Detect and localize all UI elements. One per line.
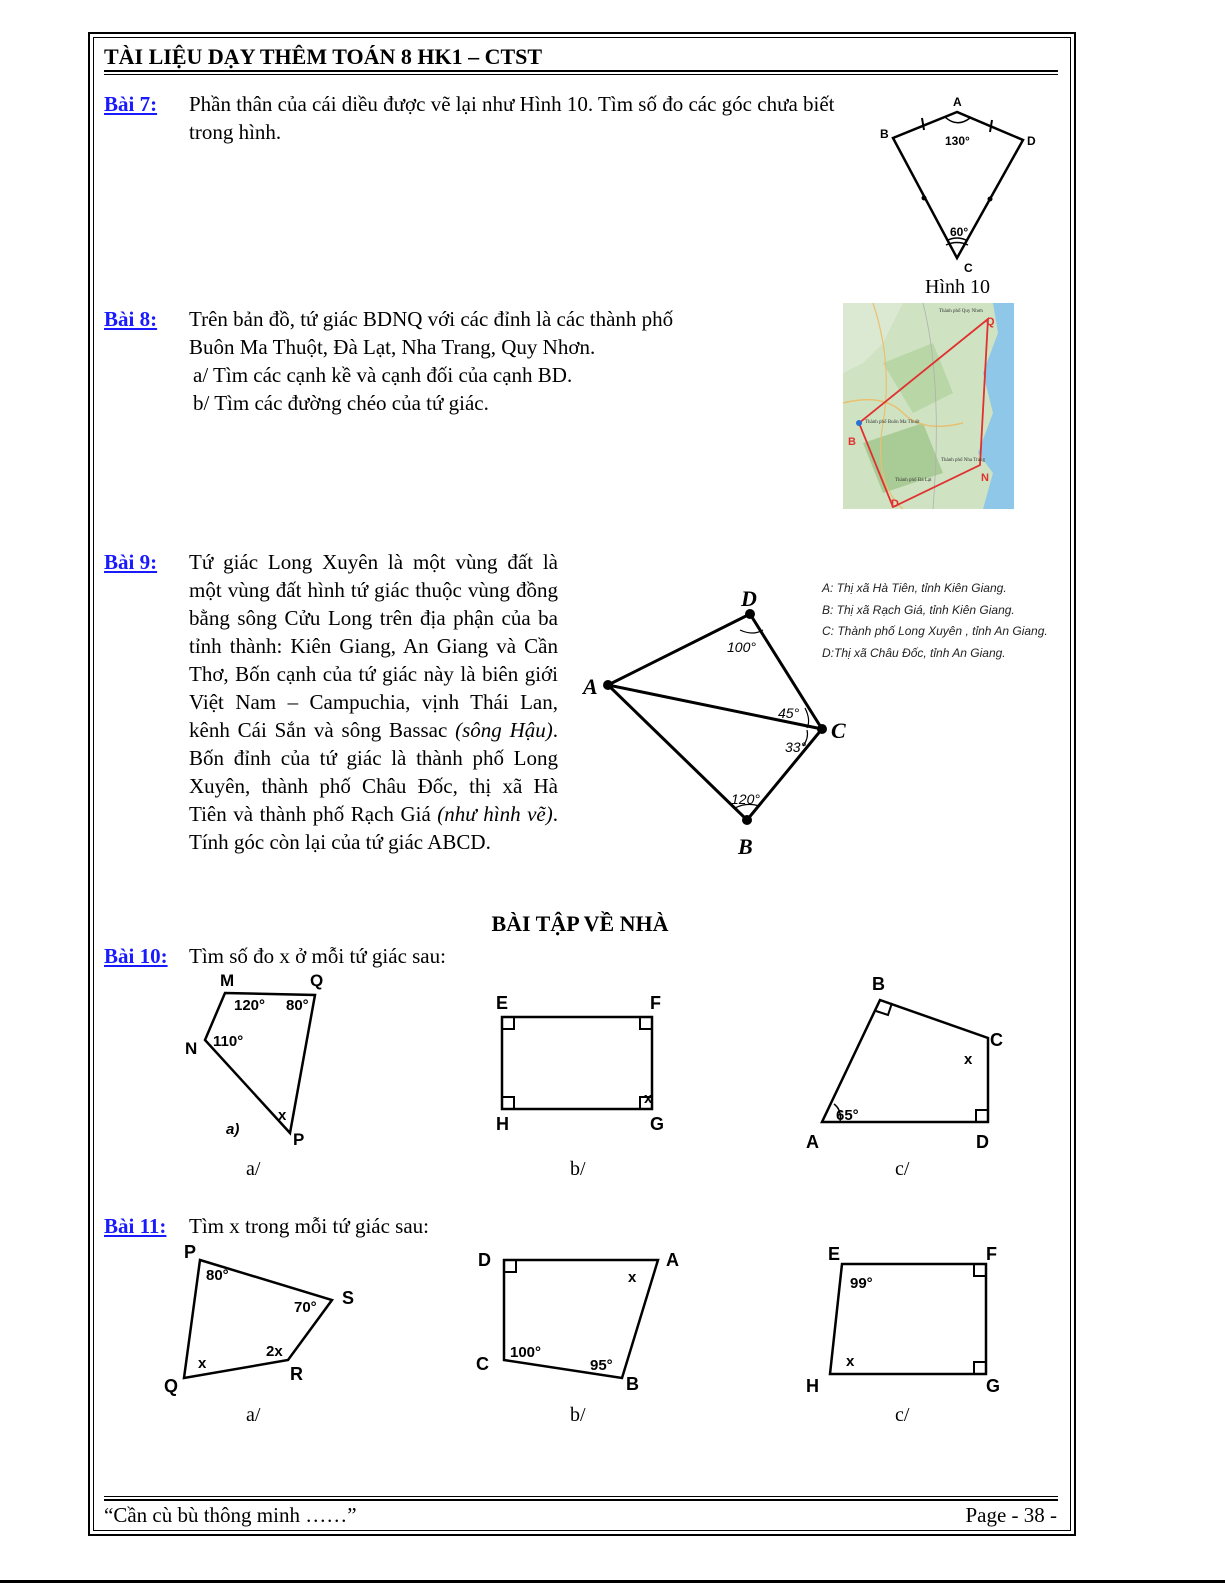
kite-figure — [860, 90, 1050, 280]
bai10-fig-c — [800, 970, 1015, 1150]
bai9-vertex-d: D — [741, 586, 757, 611]
legend-item-c: C: Thành phố Long Xuyên , tỉnh An Giang. — [822, 624, 1048, 638]
kite-vertex-a: A — [953, 95, 962, 109]
bai11c-g: G — [986, 1376, 1001, 1396]
bai9-angle-c1: 45° — [778, 705, 800, 721]
legend-item-b: B: Thị xã Rạch Giá, tỉnh Kiên Giang. — [822, 602, 1015, 617]
bai10a-tag: a) — [226, 1121, 240, 1138]
bai9-text: Tứ giác Long Xuyên là một vùng đất là một vùng đất hình tứ giác thuộc vùng đồng bằng sông Cửu Long trên địa phận của ba tỉnh thành: Kiên Giang, An Giang và Cần Thơ, Bốn cạnh của tứ giác này là biên giới Việt Nam – Campuchia, vịnh Thái Lan, kênh Cái Sắn và sông Bassac (sông Hậu). Bốn đỉnh của tứ giác là thành phố Long Xuyên, thành phố Châu Đốc, thị xã Hà Tiên và thành phố Rạch Giá (như hình vẽ). Tính góc còn lại của tứ giác ABCD. — [189, 550, 559, 854]
legend-item-d: D:Thị xã Châu Đốc, tỉnh An Giang. — [822, 645, 1006, 660]
bai11b-d: D — [478, 1250, 491, 1270]
bai10-caption-c: c/ — [895, 1158, 910, 1180]
bai11a-angle-s: 70° — [294, 1299, 317, 1316]
bai11b-b: B — [626, 1374, 639, 1394]
bai10c-angle-a: 65° — [836, 1107, 859, 1124]
bai10b-x: x — [644, 1090, 653, 1107]
header-rule-thin — [104, 74, 1058, 75]
bai11a-s: S — [342, 1288, 355, 1308]
bai10-caption-a: a/ — [246, 1158, 261, 1180]
bai11-caption-b: b/ — [570, 1404, 586, 1426]
map-vertex-n: N — [981, 472, 989, 484]
kite-angle-c: 60° — [950, 225, 969, 239]
bai11c-e: E — [828, 1244, 841, 1264]
bai11c-f: F — [986, 1244, 997, 1264]
bai11-label: Bài 11: — [104, 1214, 167, 1238]
bai11-text: Tìm x trong mỗi tứ giác sau: — [189, 1214, 430, 1238]
bai10-caption-b: b/ — [570, 1158, 586, 1180]
bai8-line2: Buôn Ma Thuột, Đà Lạt, Nha Trang, Quy Nhơn. — [189, 335, 596, 359]
bai10b-g: G — [650, 1114, 665, 1134]
map-city-q: Thành phố Quy Nhơn — [939, 309, 983, 314]
bai11c-h: H — [806, 1376, 819, 1396]
bai9-legend — [822, 578, 1048, 664]
bai8-line3: a/ Tìm các cạnh kề và cạnh đối của cạnh BD. — [193, 363, 573, 387]
bai8-map — [843, 303, 1014, 509]
legend-item-a: A: Thị xã Hà Tiên, tỉnh Kiên Giang. — [822, 581, 1007, 595]
bai11a-r: R — [290, 1364, 303, 1384]
hinh10-caption: Hình 10 — [925, 276, 990, 298]
bai11-fig-b — [470, 1240, 690, 1400]
bai9-vertex-c: C — [831, 718, 846, 743]
footer-motto: “Cần cù bù thông minh ……” — [104, 1503, 357, 1527]
bai11-caption-a: a/ — [246, 1404, 261, 1426]
bai10a-angle-n: 110° — [213, 1033, 244, 1050]
bai11a-angle-p: 80° — [206, 1267, 229, 1284]
bai10b-e: E — [496, 993, 509, 1013]
bai7-text: Phần thân của cái diều được vẽ lại như Hình 10. Tìm số đo các góc chưa biết trong hình. — [189, 92, 835, 144]
bottom-rule — [0, 1580, 1225, 1583]
bai11c-x: x — [846, 1353, 855, 1370]
page-number: Page - 38 - — [965, 1503, 1057, 1527]
bai11a-p: P — [184, 1242, 197, 1262]
bai10c-a: A — [806, 1132, 819, 1152]
bai8-label: Bài 8: — [104, 307, 158, 331]
bai10c-b: B — [872, 974, 885, 994]
bai11b-angle-c: 100° — [510, 1344, 542, 1361]
footer-rule-thin — [104, 1496, 1058, 1497]
homework-title: BÀI TẬP VỀ NHÀ — [491, 911, 669, 936]
kite-vertex-b: B — [880, 127, 889, 141]
page-header-title: TÀI LIỆU DẠY THÊM TOÁN 8 HK1 – CTST — [104, 44, 543, 69]
bai7-label: Bài 7: — [104, 92, 158, 116]
bai11-caption-c: c/ — [895, 1404, 910, 1426]
map-city-n: Thành phố Nha Trang — [941, 458, 986, 463]
bai10a-angle-m: 120° — [234, 997, 266, 1014]
kite-vertex-d: D — [1027, 134, 1036, 148]
bai10a-x: x — [278, 1107, 287, 1124]
bai10-label: Bài 10: — [104, 944, 168, 968]
bai10a-q: Q — [310, 971, 324, 990]
bai10b-h: H — [496, 1114, 509, 1134]
bai11b-angle-b: 95° — [590, 1357, 613, 1374]
bai10b-f: F — [650, 993, 661, 1013]
bai10c-c: C — [990, 1030, 1003, 1050]
bai9-angle-c2: 33° — [785, 739, 807, 755]
bai10c-d: D — [976, 1132, 989, 1152]
bai10-text: Tìm số đo x ở mỗi tứ giác sau: — [189, 944, 446, 968]
bai11b-a: A — [666, 1250, 679, 1270]
bai10a-angle-q: 80° — [286, 997, 309, 1014]
bai11a-angle-r: 2x — [266, 1343, 283, 1360]
bai11-fig-c — [800, 1240, 1015, 1400]
map-city-d: Thành phố Đà Lạt — [895, 478, 932, 483]
kite-angle-a: 130° — [945, 134, 970, 148]
bai11c-angle-e: 99° — [850, 1275, 873, 1292]
header-rule — [104, 70, 1058, 72]
map-vertex-q: Q — [986, 316, 995, 328]
bai11b-x: x — [628, 1269, 637, 1286]
bai9-figure — [575, 580, 846, 860]
bai10a-m: M — [220, 971, 235, 990]
bai10a-n: N — [185, 1039, 198, 1058]
map-city-b: Thành phố Buôn Ma Thuột — [865, 420, 920, 425]
bai11a-q: Q — [164, 1376, 179, 1396]
bai9-angle-b: 120° — [731, 791, 760, 807]
map-vertex-d: D — [891, 498, 899, 510]
bai10-fig-a — [180, 968, 340, 1148]
bai9-label: Bài 9: — [104, 550, 158, 574]
bai9-vertex-b: B — [738, 834, 753, 859]
kite-vertex-c: C — [964, 261, 973, 275]
bai8-line4: b/ Tìm các đường chéo của tứ giác. — [193, 391, 489, 415]
bai10c-x: x — [964, 1051, 973, 1068]
map-vertex-b: B — [848, 436, 856, 448]
bai10-fig-b — [490, 985, 675, 1135]
bai9-vertex-a: A — [583, 674, 598, 699]
bai11a-x: x — [198, 1355, 207, 1372]
bai10a-p: P — [293, 1130, 305, 1149]
bai9-angle-d: 100° — [727, 639, 756, 655]
footer-rule — [104, 1499, 1058, 1501]
bai11b-c: C — [476, 1354, 489, 1374]
bai8-line1: Trên bản đồ, tứ giác BDNQ với các đỉnh là các thành phố — [189, 307, 674, 331]
bai11-fig-a — [160, 1240, 370, 1400]
